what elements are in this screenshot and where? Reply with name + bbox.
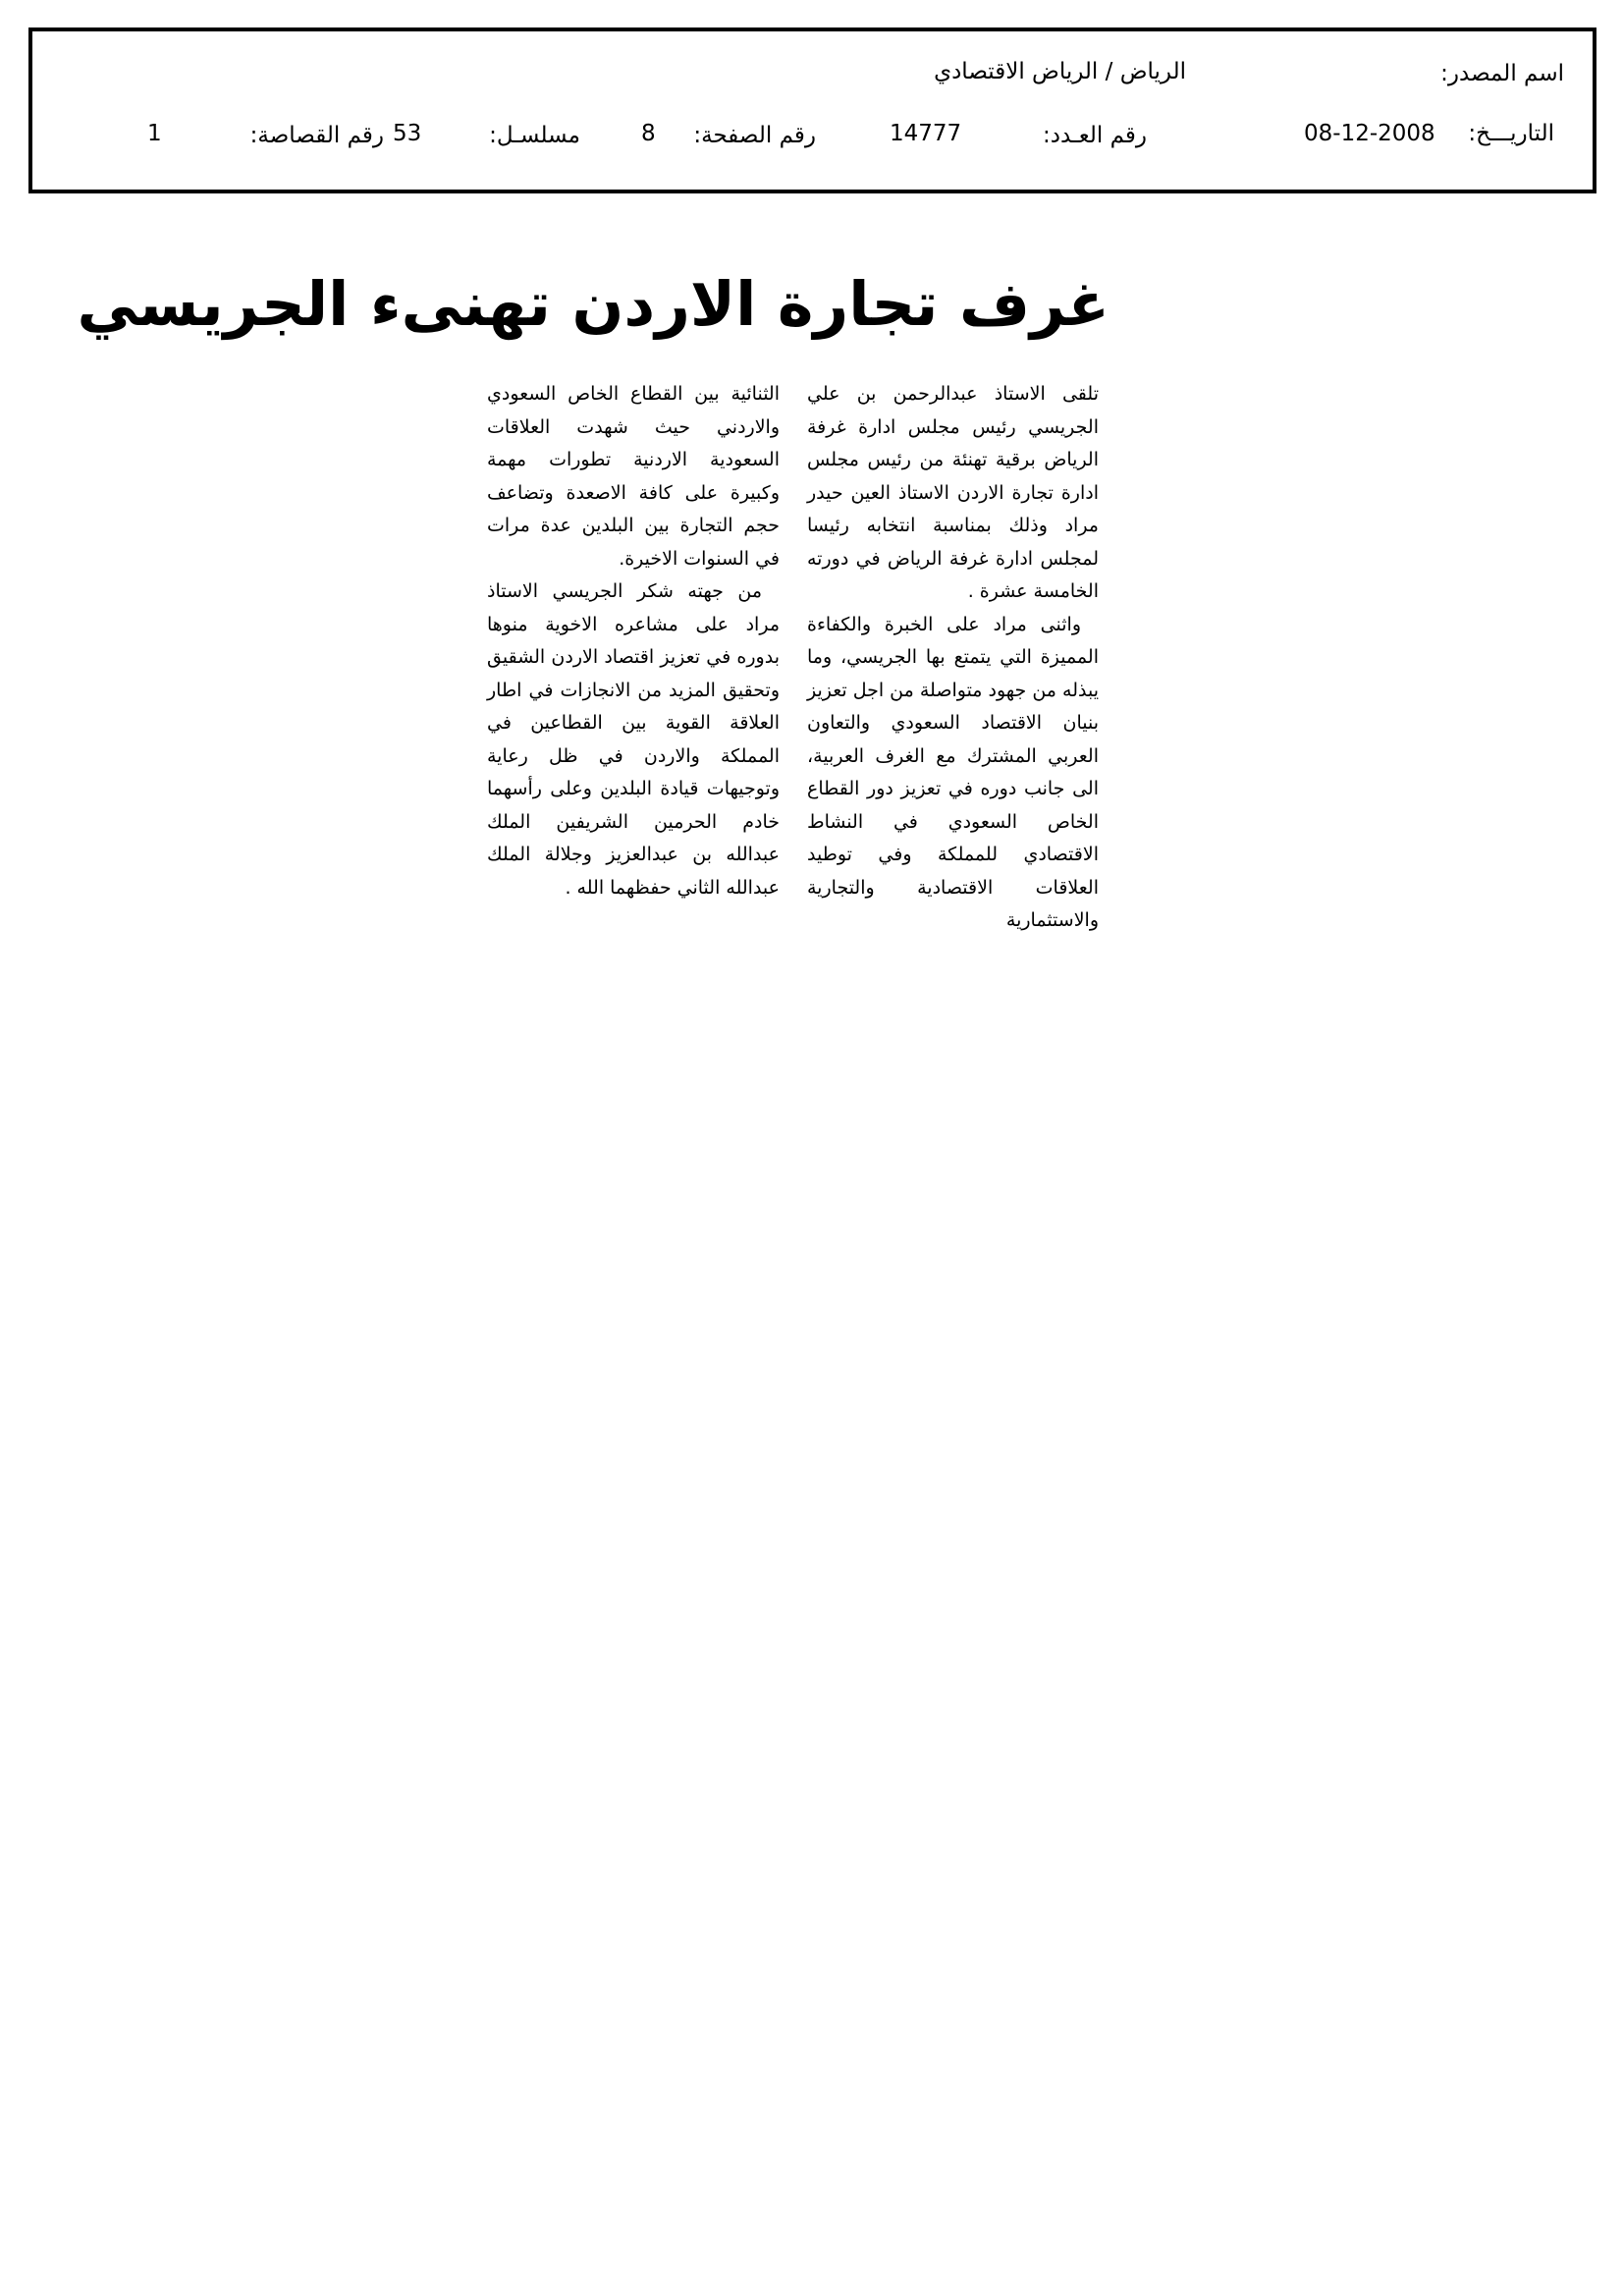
article-paragraph: تلقى الاستاذ عبدالرحمن بن علي الجريسي رئيس مجلس ادارة غرفة الرياض برقية تهنئة من رئيس مجلس ادارة تجارة الاردن الاستاذ العين حيدر مراد وذلك بمناسبة انتخابه رئيسا لمجلس ادارة غرفة الرياض في دورته الخامسة عشرة . [807,383,1099,602]
article-paragraph: واثنى مراد على الخبرة والكفاءة المميزة التي يتمتع بها الجريسي، وما يبذله من جهود متواصلة من اجل تعزيز بنيان الاقتصاد السعودي والتعاون العربي المشترك مع الغرف العربية، الى جانب دوره في تعزيز دور القطاع الخاص السعودي في النشاط الاقتصادي للمملكة وفي توطيد العلاقات الاقتصادية والتجارية والاستثمارية [806,613,1099,931]
clip-label: رقم القصاصة: [249,123,384,148]
date-label: التاريـــخ: [1468,121,1554,146]
article-paragraph: من جهته شكر الجريسي الاستاذ مراد على مشاعره الاخوية منوها بدوره في تعزيز اقتصاد الاردن الشقيق وتحقيق المزيد من الانجازات في اطار العلاقة القوية بين القطاعين في المملكة والاردن في ظل رعاية وتوجيهات قيادة البلدين وعلى رأسهما خادم الحرمين الشريفين الملك عبدالله بن عبدالعزيز وجلالة الملك عبدالله الثاني حفظهما الله . [487,580,780,899]
article-paragraph: الثنائية بين القطاع الخاص السعودي والاردني حيث شهدت العلاقات السعودية الاردنية تطورات مهمة وكبيرة على كافة الاصعدة وتضاعف حجم التجارة بين البلدين عدة مرات في السنوات الاخيرة. [487,383,780,570]
issue-value: 14777 [890,121,962,146]
source-label: اسم المصدر: [1440,61,1564,86]
page-label: رقم الصفحة: [693,123,816,148]
source-value: الرياض / الرياض الاقتصادي [934,59,1186,84]
article-column-right [807,378,1099,938]
serial-value: 53 [393,121,422,146]
article-headline: غرف تجارة الاردن تهنىء الجريسي [77,268,1109,340]
page-value: 8 [641,121,656,146]
clipping-header-box [28,27,1596,193]
clip-value: 1 [147,121,162,146]
issue-label: رقم العـدد: [1042,123,1147,148]
serial-label: مسلسـل: [489,123,580,148]
article-column-left [487,378,780,904]
date-value: 08-12-2008 [1304,121,1435,146]
